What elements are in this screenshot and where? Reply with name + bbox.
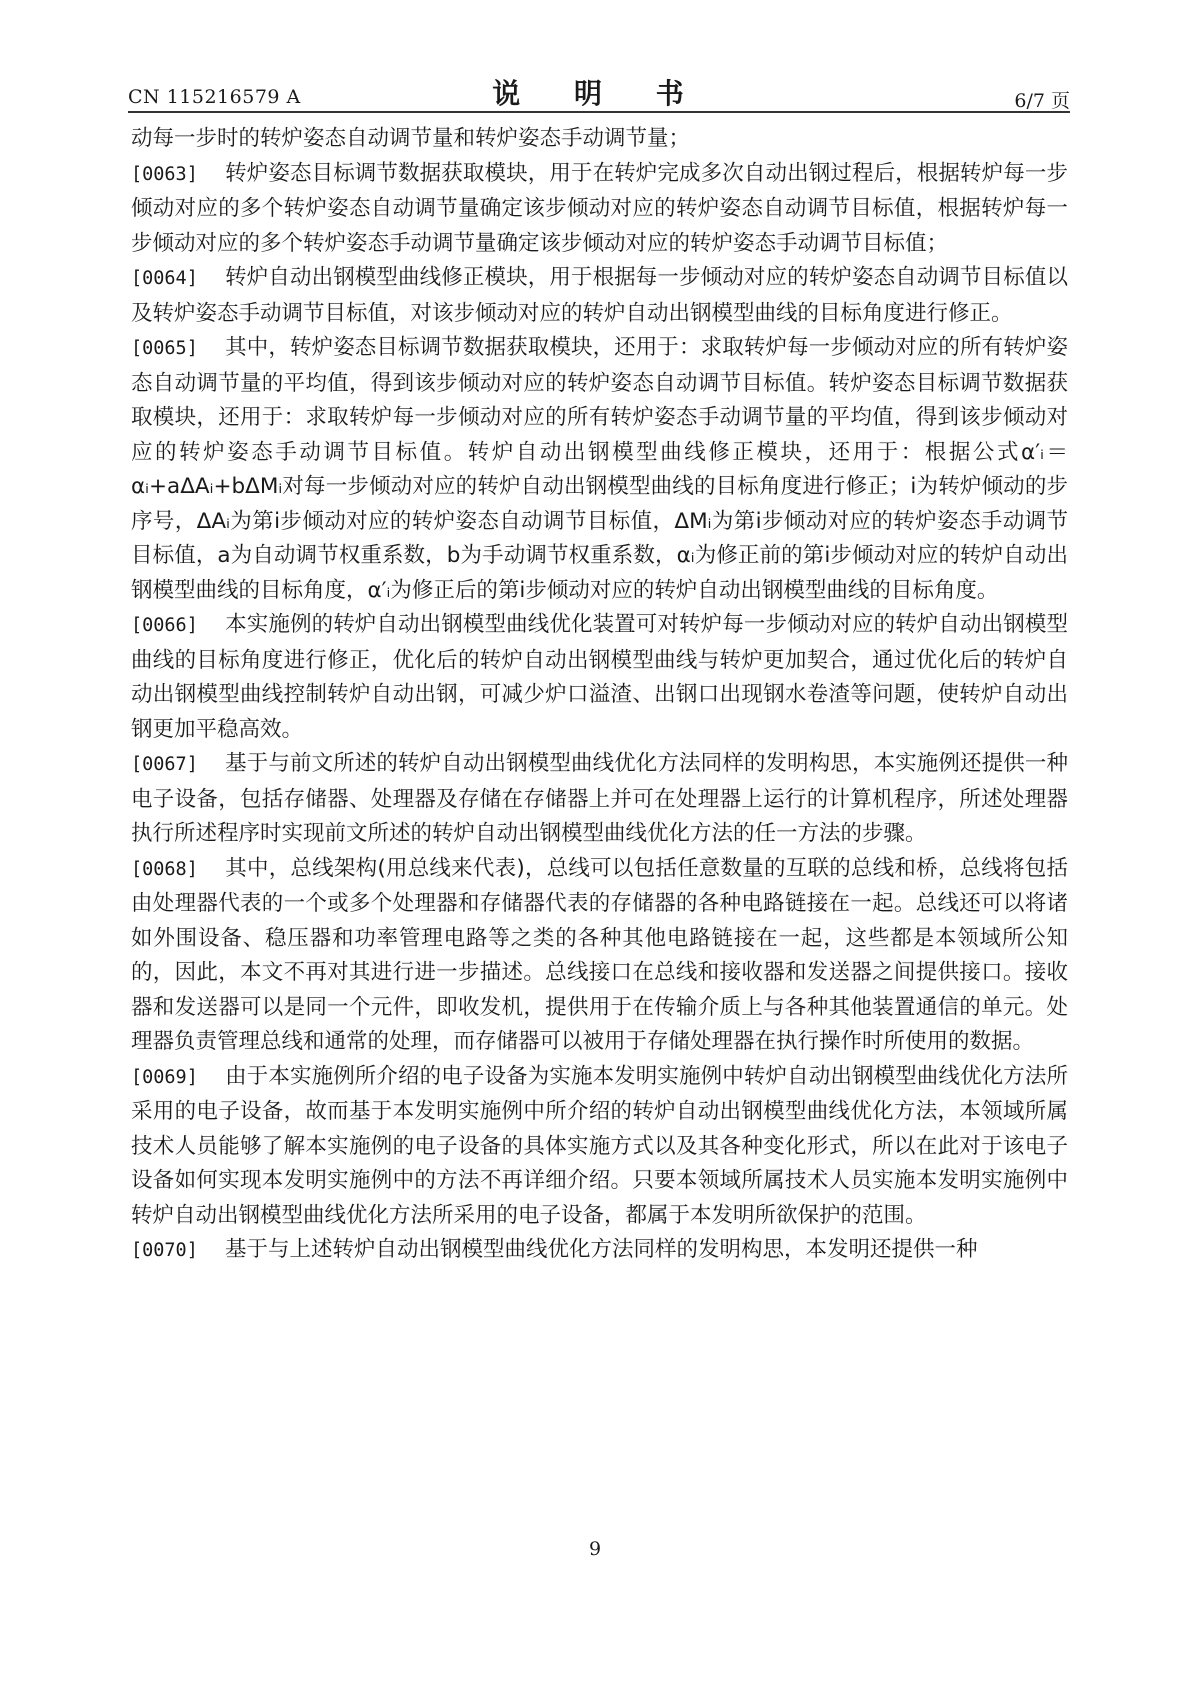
document-body — [131, 122, 1068, 1269]
paragraph-number: [0068] — [131, 858, 198, 880]
publication-number: CN 115216579 A — [128, 86, 301, 108]
paragraph-number: [0070] — [131, 1240, 198, 1261]
paragraph-number: [0069] — [131, 1066, 198, 1088]
paragraph-0067 — [131, 747, 1068, 852]
page-number: 9 — [588, 1538, 602, 1560]
paragraph-text: 由于本实施例所介绍的电子设备为实施本发明实施例中转炉自动出钢模型曲线优化方法所采用的电子设备，故而基于本发明实施例中所介绍的转炉自动出钢模型曲线优化方法，本领域所属技术人员能够了解本实施例的电子设备的具体实施方式以及其各种变化形式，所以在此对于该电子设备如何实现本发明实施例中的方法不再详细介绍。只要本领域所属技术人员实施本发明实施例中转炉自动出钢模型曲线优化方法所采用的电子设备，都属于本发明所欲保护的范围。 — [131, 1063, 1068, 1228]
paragraph-number: [0064] — [131, 268, 198, 289]
paragraph-number: [0066] — [131, 615, 198, 636]
paragraph-0065 — [131, 331, 1068, 608]
paragraph-0068 — [131, 852, 1068, 1060]
paragraph-0064 — [131, 261, 1068, 331]
header-rule — [128, 111, 1070, 113]
paragraph-number: [0067] — [131, 754, 198, 775]
paragraph-continued — [131, 122, 1068, 157]
paragraph-text-continued: 对每一步倾动对应的转炉自动出钢模型曲线的目标角度进行修正；i为转炉倾动的步序号，ΔAᵢ为第i步倾动对应的转炉姿态自动调节目标值，ΔMᵢ为第i步倾动对应的转炉姿态手动调节目标值，a为自动调节权重系数，b为手动调节权重系数，αᵢ为修正前的第i步倾动对应的转炉自动出钢模型曲线的目标角度，α′ᵢ为修正后的第i步倾动对应的转炉自动出钢模型曲线的目标角度。 — [131, 474, 1068, 603]
paragraph-0069 — [131, 1060, 1068, 1234]
paragraph-number: [0065] — [131, 338, 198, 359]
paragraph-text: 转炉自动出钢模型曲线修正模块，用于根据每一步倾动对应的转炉姿态自动调节目标值以及转炉姿态手动调节目标值，对该步倾动对应的转炉自动出钢模型曲线的目标角度进行修正。 — [131, 265, 1068, 326]
page-header — [128, 72, 1070, 112]
paragraph-0070 — [131, 1233, 1068, 1269]
paragraph-text: 基于与上述转炉自动出钢模型曲线优化方法同样的发明构思，本发明还提供一种 — [225, 1237, 978, 1262]
paragraph-text: 动每一步时的转炉姿态自动调节量和转炉姿态手动调节量； — [131, 126, 691, 151]
paragraph-text: 转炉姿态目标调节数据获取模块，用于在转炉完成多次自动出钢过程后，根据转炉每一步倾动对应的多个转炉姿态自动调节量确定该步倾动对应的转炉姿态自动调节目标值，根据转炉每一步倾动对应的多个转炉姿态手动调节量确定该步倾动对应的转炉姿态手动调节目标值； — [131, 160, 1068, 256]
paragraph-0063 — [131, 157, 1068, 262]
paragraph-text: 基于与前文所述的转炉自动出钢模型曲线优化方法同样的发明构思，本实施例还提供一种电子设备，包括存储器、处理器及存储在存储器上并可在处理器上运行的计算机程序，所述处理器执行所述程序时实现前文所述的转炉自动出钢模型曲线优化方法的任一方法的步骤。 — [131, 751, 1068, 846]
document-title: 说 明 书 — [492, 77, 706, 110]
paragraph-text: 其中，总线架构(用总线来代表)，总线可以包括任意数量的互联的总线和桥，总线将包括由处理器代表的一个或多个处理器和存储器代表的存储器的各种电路链接在一起。总线还可以将诸如外围设备、稳压器和功率管理电路等之类的各种其他电路链接在一起，这些都是本领域所公知的，因此，本文不再对其进行进一步描述。总线接口在总线和接收器和发送器之间提供接口。接收器和发送器可以是同一个元件，即收发机，提供用于在传输介质上与各种其他装置通信的单元。处理器负责管理总线和通常的处理，而存储器可以被用于存储处理器在执行操作时所使用的数据。 — [131, 855, 1068, 1054]
paragraph-text: 本实施例的转炉自动出钢模型曲线优化装置可对转炉每一步倾动对应的转炉自动出钢模型曲线的目标角度进行修正，优化后的转炉自动出钢模型曲线与转炉更加契合，通过优化后的转炉自动出钢模型曲线控制转炉自动出钢，可减少炉口溢渣、出钢口出现钢水卷渣等问题，使转炉自动出钢更加平稳高效。 — [131, 612, 1068, 742]
paragraph-number: [0063] — [131, 163, 198, 185]
correction-formula: α′ᵢ＝αᵢ+aΔAᵢ+bΔMᵢ — [131, 439, 1068, 499]
page-count: 6/7 页 — [1014, 90, 1070, 112]
paragraph-text: 其中，转炉姿态目标调节数据获取模块，还用于：求取转炉每一步倾动对应的所有转炉姿态自动调节量的平均值，得到该步倾动对应的转炉姿态自动调节目标值。转炉姿态目标调节数据获取模块，还用于：求取转炉每一步倾动对应的所有转炉姿态手动调节量的平均值，得到该步倾动对应的转炉姿态手动调节目标值。转炉自动出钢模型曲线修正模块，还用于：根据公式 — [131, 335, 1068, 465]
paragraph-0066 — [131, 608, 1068, 747]
